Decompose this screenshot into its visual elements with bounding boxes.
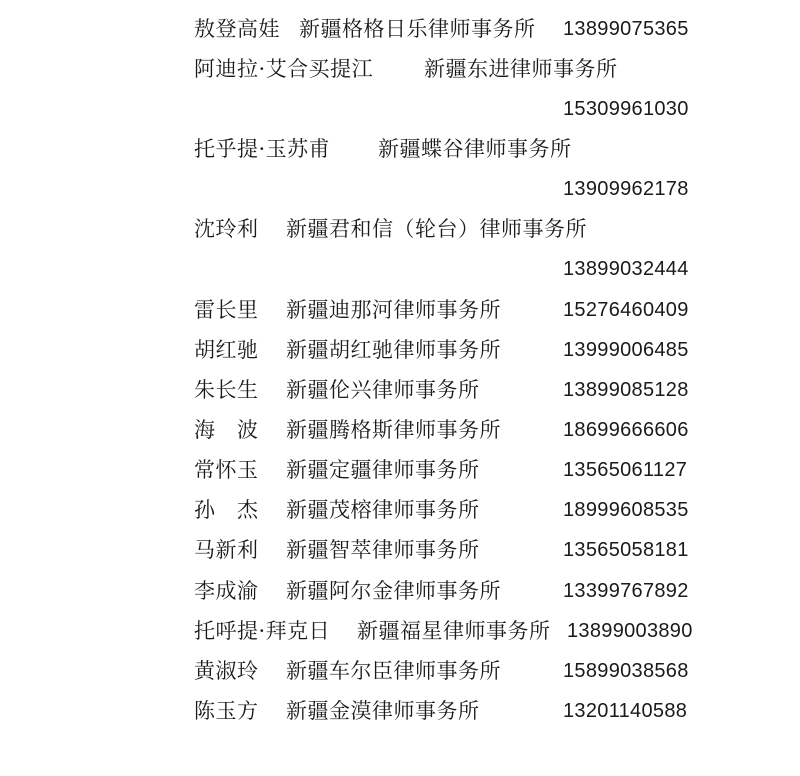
contact-entry xyxy=(0,214,800,244)
law-firm-name: 新疆阿尔金律师事务所 xyxy=(286,579,501,603)
phone-number: 15899038568 xyxy=(563,660,689,682)
contact-entry xyxy=(0,134,800,164)
lawyer-name: 李成渝 xyxy=(194,579,259,603)
lawyer-name: 雷长里 xyxy=(194,298,259,322)
phone-number: 13399767892 xyxy=(563,580,689,602)
lawyer-name: 朱长生 xyxy=(194,378,259,402)
lawyer-name: 敖登高娃 xyxy=(194,17,280,41)
law-firm-name: 新疆定疆律师事务所 xyxy=(286,458,480,482)
phone-number: 13899003890 xyxy=(567,620,693,642)
law-firm-name: 新疆迪那河律师事务所 xyxy=(286,298,501,322)
phone-number: 13565058181 xyxy=(563,539,689,561)
phone-number: 13999006485 xyxy=(563,339,689,361)
lawyer-name: 托呼提·拜克日 xyxy=(194,619,331,643)
law-firm-name: 新疆福星律师事务所 xyxy=(357,619,551,643)
lawyer-name: 托乎提·玉苏甫 xyxy=(194,137,331,161)
law-firm-name: 新疆伦兴律师事务所 xyxy=(286,378,480,402)
law-firm-name: 新疆格格日乐律师事务所 xyxy=(299,17,536,41)
law-firm-name: 新疆茂榕律师事务所 xyxy=(286,498,480,522)
phone-number: 13899085128 xyxy=(563,379,689,401)
contact-entry xyxy=(0,54,800,84)
law-firm-name: 新疆君和信（轮台）律师事务所 xyxy=(286,217,587,241)
phone-number: 18999608535 xyxy=(563,499,689,521)
law-firm-name: 新疆金漠律师事务所 xyxy=(286,699,480,723)
phone-number: 13899032444 xyxy=(563,258,689,280)
phone-number: 13899075365 xyxy=(563,18,689,40)
lawyer-name: 阿迪拉·艾合买提江 xyxy=(194,57,374,81)
law-firm-name: 新疆车尔臣律师事务所 xyxy=(286,659,501,683)
lawyer-name: 常怀玉 xyxy=(194,458,259,482)
phone-number: 15309961030 xyxy=(563,98,689,120)
lawyer-name: 胡红驰 xyxy=(194,338,259,362)
phone-number: 15276460409 xyxy=(563,299,689,321)
lawyer-name: 黄淑玲 xyxy=(194,659,259,683)
law-firm-name: 新疆腾格斯律师事务所 xyxy=(286,418,501,442)
law-firm-name: 新疆东进律师事务所 xyxy=(424,57,618,81)
phone-number: 13201140588 xyxy=(563,700,688,722)
law-firm-name: 新疆蝶谷律师事务所 xyxy=(378,137,572,161)
lawyer-name: 孙 杰 xyxy=(194,498,259,522)
lawyer-name: 马新利 xyxy=(194,538,259,562)
phone-number: 18699666606 xyxy=(563,419,689,441)
law-firm-name: 新疆智萃律师事务所 xyxy=(286,538,480,562)
law-firm-name: 新疆胡红驰律师事务所 xyxy=(286,338,501,362)
lawyer-name: 海 波 xyxy=(194,418,259,442)
lawyer-name: 沈玲利 xyxy=(194,217,259,241)
lawyer-name: 陈玉方 xyxy=(194,699,259,723)
phone-number: 13909962178 xyxy=(563,178,689,200)
phone-number: 13565061127 xyxy=(563,459,688,481)
